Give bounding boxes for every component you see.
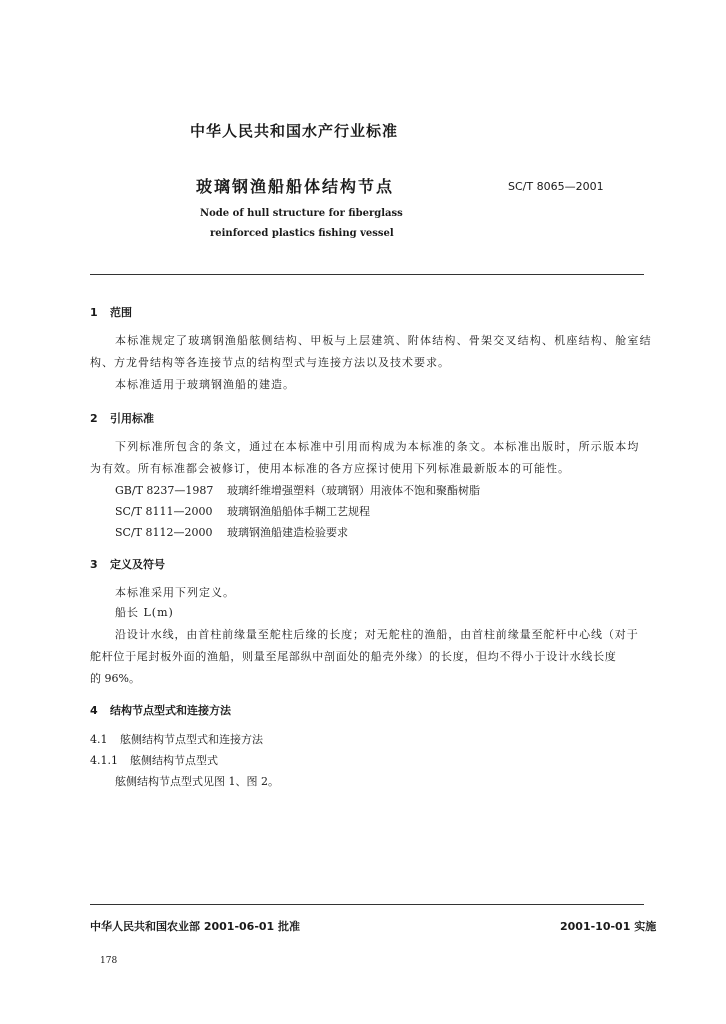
reference-name: 玻璃纤维增强塑料（玻璃钢）用液体不饱和聚酯树脂	[227, 484, 480, 497]
document-title-cn: 玻璃钢渔船船体结构节点	[196, 177, 395, 196]
term-ship-length: 船长 L(m)	[115, 606, 174, 619]
definition-line-3: 的 96%。	[90, 672, 140, 685]
section-2-heading	[90, 410, 154, 426]
definition-line-1: 沿设计水线，由首柱前缘量至舵柱后缘的长度；对无舵柱的渔船，由首柱前缘量至舵杆中心线（对于	[115, 628, 639, 641]
section-2-paragraph-1b: 为有效。所有标准都会被修订，使用本标准的各方应探讨使用下列标准最新版本的可能性。	[90, 462, 570, 475]
footer-divider	[90, 904, 644, 905]
section-1-heading	[90, 304, 132, 320]
section-4-number: 4	[90, 704, 98, 717]
header-divider	[90, 274, 644, 275]
reference-name: 玻璃钢渔船船体手糊工艺规程	[227, 505, 370, 518]
section-1-number: 1	[90, 306, 98, 319]
reference-item	[115, 524, 348, 540]
reference-item	[115, 482, 480, 498]
subsection-4-1-number: 4.1	[90, 733, 108, 746]
section-1-paragraph-2: 本标准适用于玻璃钢渔船的建造。	[115, 378, 295, 391]
reference-code: GB/T 8237—1987	[115, 484, 214, 497]
section-1-paragraph-1a: 本标准规定了玻璃钢渔船舷侧结构、甲板与上层建筑、附体结构、骨架交叉结构、机座结构、舱室结	[115, 334, 652, 347]
section-1-paragraph-1b: 构、方龙骨结构等各连接节点的结构型式与连接方法以及技术要求。	[90, 356, 450, 369]
section-3-paragraph-1: 本标准采用下列定义。	[115, 586, 235, 599]
section-3-heading	[90, 556, 165, 572]
page-number: 178	[100, 956, 118, 966]
reference-code: SC/T 8112—2000	[115, 526, 213, 539]
header-organization: 中华人民共和国水产行业标准	[190, 122, 399, 140]
document-title-en-line1: Node of hull structure for fiberglass	[200, 208, 403, 219]
section-2-paragraph-1a: 下列标准所包含的条文，通过在本标准中引用而构成为本标准的条文。本标准出版时，所示版本均	[115, 440, 640, 453]
reference-item	[115, 503, 370, 519]
section-4-heading	[90, 702, 231, 718]
section-4-title: 结构节点型式和连接方法	[110, 704, 231, 717]
subsection-4-1-heading	[90, 731, 263, 747]
subsection-4-1-title: 舷侧结构节点型式和连接方法	[120, 733, 263, 746]
section-2-title: 引用标准	[110, 412, 154, 425]
document-title-en-line2: reinforced plastics fishing vessel	[210, 228, 394, 239]
definition-line-2: 舵杆位于尾封板外面的渔船，则量至尾部纵中剖面处的船壳外缘）的长度，但均不得小于设计水线长度	[90, 650, 617, 663]
subsection-4-1-1-heading	[90, 752, 218, 768]
section-2-number: 2	[90, 412, 98, 425]
subsection-4-1-1-text: 舷侧结构节点型式见图 1、图 2。	[115, 775, 279, 788]
subsection-4-1-1-title: 舷侧结构节点型式	[130, 754, 218, 767]
section-3-number: 3	[90, 558, 98, 571]
footer-issuer: 中华人民共和国农业部 2001-06-01 批准	[90, 920, 301, 933]
standard-code: SC/T 8065—2001	[508, 180, 604, 193]
footer-effective-date: 2001-10-01 实施	[560, 920, 657, 933]
reference-code: SC/T 8111—2000	[115, 505, 213, 518]
section-3-title: 定义及符号	[110, 558, 165, 571]
section-1-title: 范围	[110, 306, 132, 319]
reference-name: 玻璃钢渔船建造检验要求	[227, 526, 348, 539]
subsection-4-1-1-number: 4.1.1	[90, 754, 118, 767]
